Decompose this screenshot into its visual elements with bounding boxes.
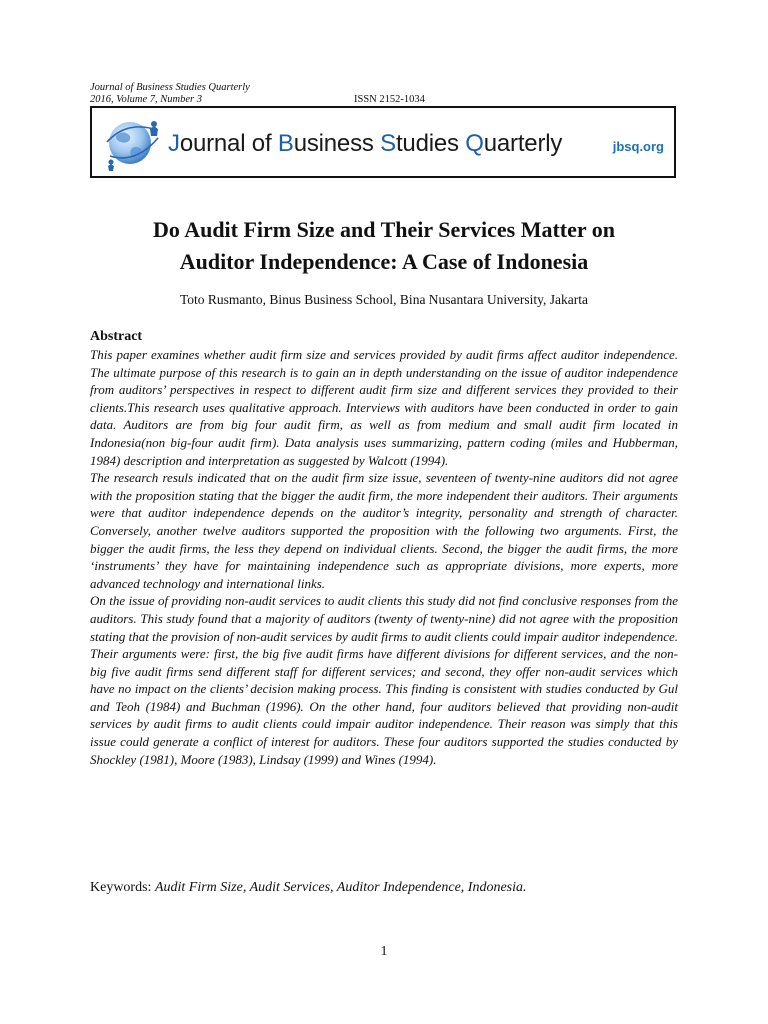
title-word-part: usiness — [293, 130, 381, 157]
title-word-part: tudies — [395, 130, 466, 157]
title-initial: J — [168, 130, 180, 157]
abstract-paragraph-2: The research resuls indicated that on the audit firm size issue, seventeen of twenty-nine auditors did not agree with the proposition stating that the bigger the audit firm, the more independent their auditors. Their arguments were that auditor independence depends on the auditor’s integrity, personality and strength of character. Conversely, another twelve auditors supported the proposition with the following two arguments. First, the bigger the audit firms, the less they depend on individual clients. Second, the bigger the audit firms, the more ‘instruments’ they have for maintaining independence such as appropriate divisions, more experts, more advanced technology and international links. — [90, 470, 678, 591]
issn: ISSN 2152-1034 — [354, 94, 425, 105]
paper-title-line-1: Do Audit Firm Size and Their Services Matter on — [153, 217, 615, 242]
journal-site-link[interactable]: jbsq.org — [612, 139, 664, 154]
abstract-paragraph-1: This paper examines whether audit firm size and services provided by audit firms affect auditor independence. The ultimate purpose of this research is to gain an in depth understanding on the issue of auditor independence from auditors’ perspectives in respect to different audit firm size and different services they provided to their clients.This research uses qualitative approach. Interviews with auditors have been conducted in order to gain data. Auditors are from big four audit firm, as well as from medium and small audit firm located in Indonesia(non big-four audit firm). Data analysis uses summarizing, pattern coding (miles and Hubberman, 1984) description and interpretation as suggested by Walcott (1994). — [90, 347, 678, 468]
title-word-part: uarterly — [483, 130, 563, 157]
title-initial: B — [277, 130, 294, 157]
title-initial: S — [380, 130, 396, 157]
journal-banner — [90, 106, 676, 178]
volume-line: 2016, Volume 7, Number 3 — [90, 94, 202, 105]
title-word-part: ournal of — [179, 130, 278, 157]
title-initial: Q — [465, 130, 484, 157]
journal-name-line: Journal of Business Studies Quarterly — [90, 82, 250, 93]
globe-logo-icon — [102, 112, 164, 172]
abstract-heading: Abstract — [90, 329, 143, 344]
paper-title-line-2: Auditor Independence: A Case of Indonesia — [179, 249, 589, 274]
keywords-line — [90, 880, 527, 896]
journal-meta — [90, 82, 250, 106]
abstract-paragraph-3: On the issue of providing non-audit services to audit clients this study did not find conclusive responses from the auditors. This study found that a majority of auditors (twenty of twenty-nine) did not agree with the proposition stating that the provision of non-audit services by audit firms to audit clients could impair auditor independence. Their arguments were: first, the big five audit firms have different divisions for different services, and the non-big five audit firms send different staff for different services; and second, they offer non-audit services which have no impact on the clients’ decision making process. This finding is consistent with studies conducted by Gul and Teoh (1984) and Buchman (1996). On the other hand, four auditors believed that providing non-audit services by audit firms to audit clients could impair auditor independence. Their reason was simply that this issue could generate a conflict of interest for auditors. These four auditors supported the studies conducted by Shockley (1981), Moore (1983), Lindsay (1999) and Wines (1994). — [90, 593, 678, 767]
page-number: 1 — [380, 944, 388, 959]
paper-title — [60, 214, 708, 278]
keywords-label: Keywords: — [90, 880, 155, 895]
journal-banner-title — [168, 130, 562, 158]
author-line: Toto Rusmanto, Binus Business School, Bina Nusantara University, Jakarta — [179, 292, 588, 307]
keywords-list: Audit Firm Size, Audit Services, Auditor Independence, Indonesia. — [154, 880, 527, 895]
abstract-body — [90, 346, 678, 768]
